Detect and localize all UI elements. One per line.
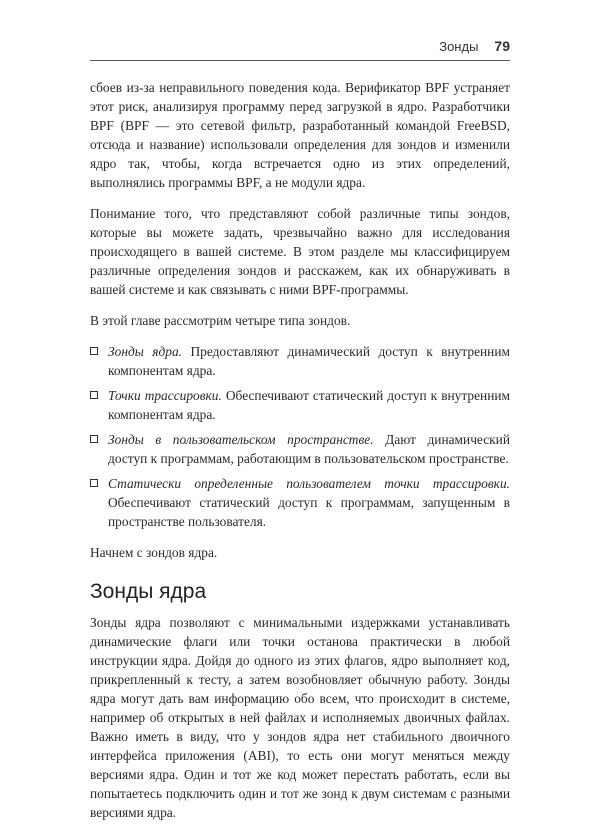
list-item-text: Дают динамический доступ к программам, работающим в пользовательском пространстве. <box>108 432 510 466</box>
checkbox-bullet-icon <box>90 479 98 487</box>
paragraph-four-probe-types: В этой главе рассмотрим четыре типа зондов. <box>90 313 351 328</box>
checkbox-bullet-icon <box>90 391 98 399</box>
list-item-term: Зонды ядра. <box>108 344 183 359</box>
paragraph-bpf-verifier: сбоев из-за неправильного поведения кода. Верификатор BPF устраняет этот риск, анализируя программу перед загрузкой в ядро. Разработчики BPF (BPF — это сетевой фильтр, разработанный командой FreeBSD, отсюда и название) использовали определения для зондов и изменили ядро так, чтобы, когда встречается одно из этих определений, выполнялись программы BPF, а не модули ядра. <box>90 80 510 190</box>
list-item-term: Статически определенные пользователем точки трассировки. <box>108 476 510 491</box>
header-rule <box>90 60 510 61</box>
list-item <box>90 386 510 424</box>
list-item <box>90 430 510 468</box>
section-heading-kernel-probes: Зонды ядра <box>90 580 207 603</box>
list-item-term: Точки трассировки. <box>108 388 222 403</box>
list-item-text: Предоставляют динамический доступ к внутренним компонентам ядра. <box>108 344 510 378</box>
list-item-text: Обеспечивают статический доступ к программам, запущенным в пространстве пользователя. <box>108 495 510 529</box>
running-head <box>90 38 510 54</box>
paragraph-kernel-probes-description: Зонды ядра позволяют с минимальными издержками устанавливать динамические флаги или точки останова практически в любой инструкции ядра. Дойдя до одного из этих флагов, ядро выполняет код, прикрепленный к тесту, а затем возобновляет обычную работу. Зонды ядра могут дать вам информацию обо всем, что происходит в системе, например об открытых в ней файлах и исполняемых двоичных файлах. Важно иметь в виду, что у зондов ядра нет стабильного двоичного интерфейса приложения (ABI), то есть они могут меняться между версиями ядра. Один и тот же код может перестать работать, если вы попытаетесь подключить один и тот же зонд к двум системам с разными версиями ядра. <box>90 615 510 820</box>
page-number: 79 <box>494 38 510 54</box>
paragraph-start-kernel-probes: Начнем с зондов ядра. <box>90 545 218 560</box>
page-body <box>90 78 510 834</box>
list-item <box>90 342 510 380</box>
list-item-text: Обеспечивают статический доступ к внутренним компонентам ядра. <box>108 388 510 422</box>
checkbox-bullet-icon <box>90 435 98 443</box>
probe-type-list <box>90 342 510 531</box>
list-item-term: Зонды в пользовательском пространстве. <box>108 432 374 447</box>
list-item <box>90 474 510 531</box>
paragraph-probe-types-intro: Понимание того, что представляют собой различные типы зондов, которые вы можете задать, чрезвычайно важно для исследования происходящего в вашей системе. В этом разделе мы классифицируем различные определения зондов и расскажем, как их обнаруживать в вашей системе и как связывать с ними BPF-программы. <box>90 206 510 297</box>
checkbox-bullet-icon <box>90 347 98 355</box>
running-head-section-title: Зонды <box>439 38 479 54</box>
